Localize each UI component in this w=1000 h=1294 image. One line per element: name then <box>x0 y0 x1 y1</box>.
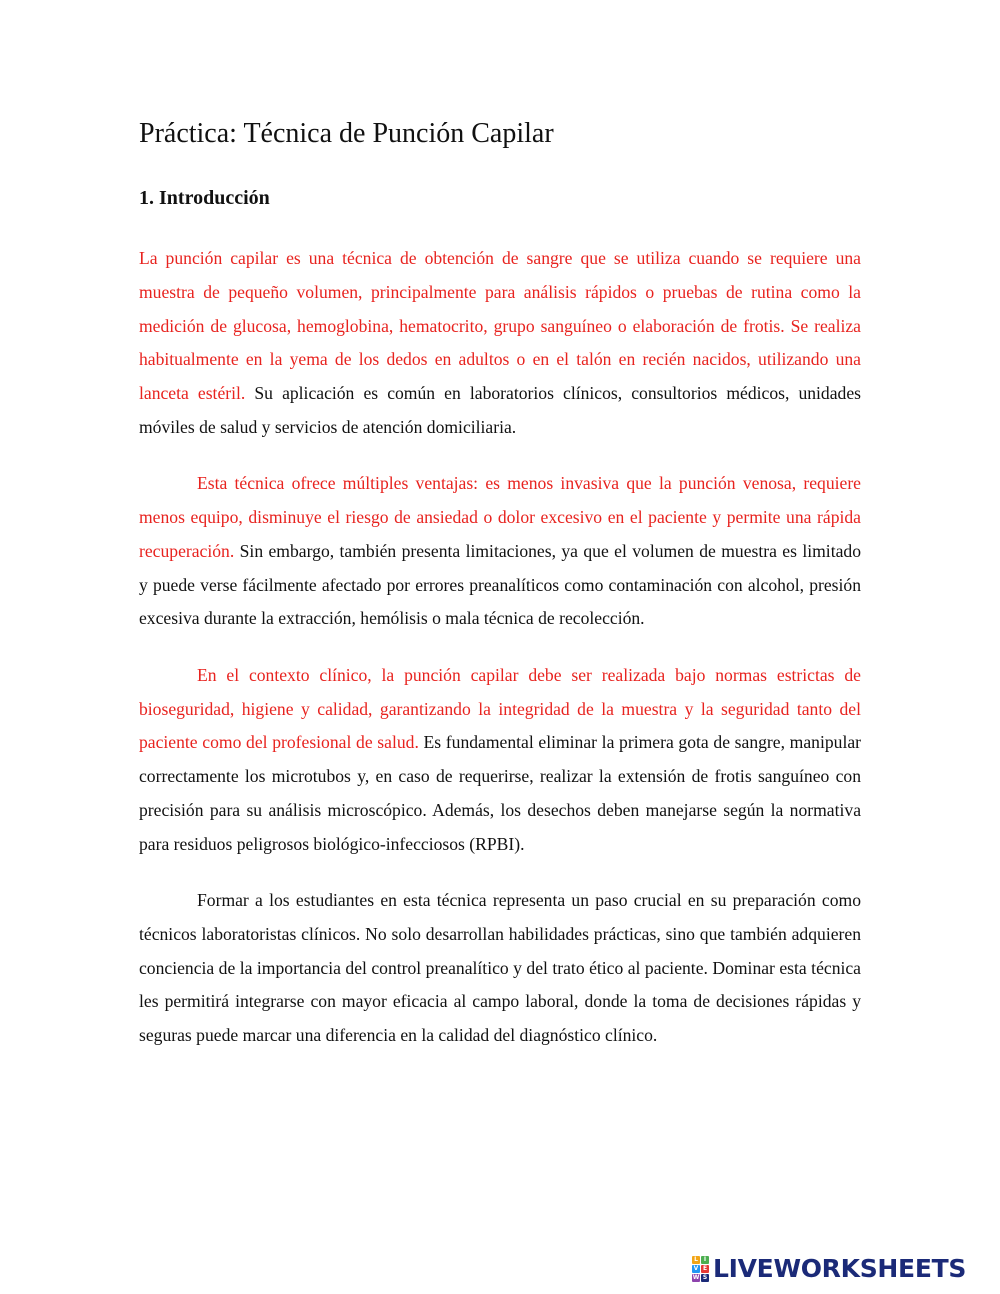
page-title: Práctica: Técnica de Punción Capilar <box>139 118 554 149</box>
logo-mark-tile: E <box>702 1265 708 1272</box>
paragraph-1-highlighted-text: La punción capilar es una técnica de obtención de sangre que se utiliza cuando se requiere una muestra de pequeño volumen, principalmente para análisis rápidos o pruebas de rutina como la medición de glucosa, hemoglobina, hematocrito, grupo sanguíneo o elaboración de frotis. Se realiza habitualmente en la yema de los dedos en adultos o en el talón en recién nacidos, utilizando una lanceta estéril. <box>139 248 861 404</box>
paragraph-2 <box>139 467 861 636</box>
paragraph-3 <box>139 659 861 862</box>
logo-mark-tile: S <box>702 1274 708 1281</box>
logo-wordmark: LIVEWORKSHEETS <box>713 1254 967 1283</box>
paragraph-2-regular-text: Sin embargo, también presenta limitaciones, ya que el volumen de muestra es limitado y puede verse fácilmente afectado por errores preanalíticos como contaminación con alcohol, presión excesiva durante la extracción, hemólisis o mala técnica de recolección. <box>139 540 861 629</box>
logo-mark-tile: I <box>701 1256 709 1264</box>
paragraph-2-highlighted-text: Esta técnica ofrece múltiples ventajas: es menos invasiva que la punción venosa, requiere menos equipo, disminuye el riesgo de ansiedad o dolor excesivo en el paciente y permite una rápida recuperación. <box>139 473 861 561</box>
liveworksheets-logo-icon <box>692 1256 709 1282</box>
liveworksheets-logo[interactable] <box>692 1255 966 1283</box>
paragraph-3-regular-text: Es fundamental eliminar la primera gota de sangre, manipular correctamente los microtubos y, en caso de requerirse, realizar la extensión de frotis sanguíneo con precisión para su análisis microscópico. Además, los desechos deben manejarse según la normativa para residuos peligrosos biológico-infecciosos (RPBI). <box>139 732 861 854</box>
paragraph-3-highlighted-text: En el contexto clínico, la punción capilar debe ser realizada bajo normas estrictas de bioseguridad, higiene y calidad, garantizando la integridad de la muestra y la seguridad tanto del paciente como del profesional de salud. <box>139 664 861 753</box>
section-heading: 1. Introducción <box>139 187 270 209</box>
logo-mark-tile: W <box>692 1274 700 1281</box>
document-content <box>139 112 861 1053</box>
paragraph-4-regular-text: Formar a los estudiantes en esta técnica representa un paso crucial en su preparación como técnicos laboratoristas clínicos. No solo desarrollan habilidades prácticas, sino que también adquieren conciencia de la importancia del control preanalítico y del trato ético al paciente. Dominar esta técnica les permitirá integrarse con mayor eficacia al campo laboral, donde la toma de decisiones rápidas y seguras puede marcar una diferencia en la calidad del diagnóstico clínico. <box>139 890 861 1046</box>
paragraph-1-regular-text: Su aplicación es común en laboratorios clínicos, consultorios médicos, unidades móviles de salud y servicios de atención domiciliaria. <box>139 383 861 437</box>
logo-mark-tile: L <box>692 1256 700 1264</box>
paragraph-1 <box>139 242 861 445</box>
logo-mark-tile: V <box>693 1265 699 1272</box>
paragraph-4 <box>139 884 861 1053</box>
